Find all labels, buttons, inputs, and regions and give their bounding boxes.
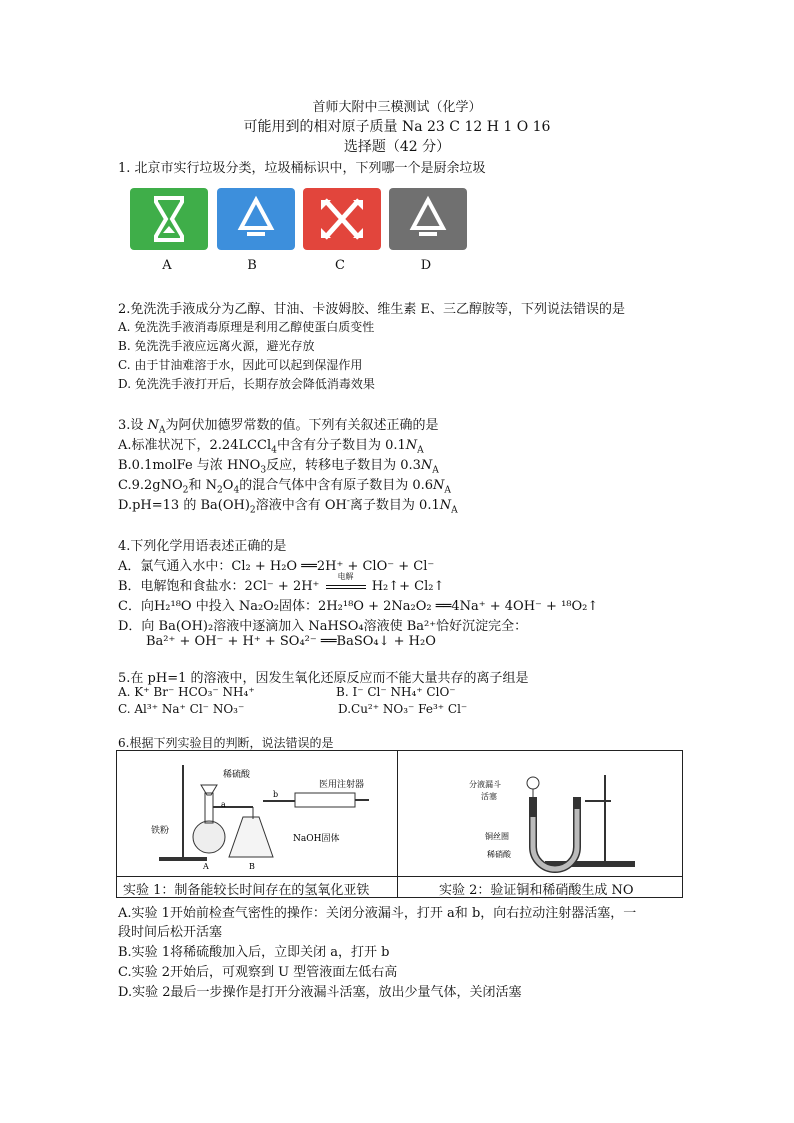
label-a: a xyxy=(221,800,226,809)
bin-a xyxy=(130,188,208,250)
q3-option-b: B.0.1molFe 与浓 $HNO_3$反应，转移电子数目为 $0.3N_A$ xyxy=(118,458,439,476)
q4-option-b: B．电解饱和食盐水：2Cl⁻ + 2H⁺ 电解 H₂↑+ Cl₂↑ xyxy=(118,572,445,594)
q6-option-d: D.实验 2最后一步操作是打开分液漏斗活塞，放出少量气体，关闭活塞 xyxy=(118,985,522,1000)
bin-c xyxy=(303,188,381,250)
q5-stem: 5.在 pH=1 的溶液中，因发生氧化还原反应而不能大量共存的离子组是 xyxy=(118,671,529,686)
atomic-masses: 可能用到的相对原子质量 Na 23 C 12 H 1 O 16 xyxy=(243,119,551,135)
bin-label-a: A xyxy=(162,258,172,273)
q2-option-c: C. 由于甘油难溶于水，因此可以起到保湿作用 xyxy=(118,358,363,372)
label-iron-powder: 铁粉 xyxy=(151,826,170,836)
q5-option-c: C. Al³⁺ Na⁺ Cl⁻ NO₃⁻ xyxy=(118,702,245,716)
bin-label-d: D xyxy=(420,258,432,273)
caption-experiment-1: 实验 1：制备能较长时间存在的氢氧化亚铁 xyxy=(123,883,370,898)
label-syringe: 医用注射器 xyxy=(319,780,365,790)
electrolysis-label: 电解 xyxy=(337,572,354,581)
bin-b xyxy=(217,188,295,250)
q2-option-d: D. 免洗洗手液打开后，长期存放会降低消毒效果 xyxy=(118,377,375,391)
q3-option-c: C.9.2gNO$_2$和 $N_2O_4$的混合气体中含有原子数目为 $0.6N_A$ xyxy=(118,478,451,496)
q4-option-d-line2: Ba²⁺ + OH⁻ + H⁺ + SO₄²⁻ ══BaSO₄↓ + H₂O xyxy=(146,634,436,649)
recycle-icon xyxy=(217,188,295,250)
q3-option-a: A.标准状况下，2.24LCCl$_4$中含有分子数目为 $0.1N_A$ xyxy=(118,438,424,456)
label-naoh: NaOH固体 xyxy=(293,834,340,844)
recycle-icon xyxy=(389,188,467,250)
label-separatory-funnel: 分液漏斗 xyxy=(469,780,501,789)
q4-option-c: C．向H₂¹⁸O 中投入 Na₂O₂固体：2H₂¹⁸O + 2Na₂O₂ ══4Na⁺ + 4OH⁻ + ¹⁸O₂↑ xyxy=(118,599,599,614)
label-stopcock: 活塞 xyxy=(481,792,497,801)
cross-arrows-icon xyxy=(303,188,381,250)
label-B: B xyxy=(249,862,255,871)
q4-option-d-line1: D．向 Ba(OH)₂溶液中逐滴加入 NaHSO₄溶液使 Ba²⁺恰好沉淀完全： xyxy=(118,619,528,634)
label-copper-coil: 铜丝圈 xyxy=(485,832,509,841)
q2-option-a: A. 免洗洗手液消毒原理是利用乙醇使蛋白质变性 xyxy=(118,320,375,334)
q2-option-b: B. 免洗洗手液应远离火源，避光存放 xyxy=(118,339,315,353)
q5-option-d: D.Cu²⁺ NO₃⁻ Fe³⁺ Cl⁻ xyxy=(338,702,468,716)
bin-label-c: C xyxy=(335,258,345,273)
q3-option-d: D.pH=13 的 $Ba(OH)_2$溶液中含有 OH-离子数目为 $0.1N_A$ xyxy=(118,496,458,516)
hourglass-icon xyxy=(130,188,208,250)
q3-stem: 3.设 $N_A$为阿伏加德罗常数的值。下列有关叙述正确的是 xyxy=(118,418,439,436)
label-A: A xyxy=(203,862,209,871)
exam-title: 首师大附中三模测试（化学） xyxy=(312,100,482,115)
q4-option-a: A．氯气通入水中：Cl₂ + H₂O ══2H⁺ + ClO⁻ + Cl⁻ xyxy=(118,559,435,574)
q5-option-a: A. K⁺ Br⁻ HCO₃⁻ NH₄⁺ xyxy=(118,685,255,699)
q6-option-c: C.实验 2开始后，可观察到 U 型管液面左低右高 xyxy=(118,965,398,980)
label-dilute-nitric: 稀硝酸 xyxy=(487,850,511,859)
q6-stem: 6.根据下列实验目的判断，说法错误的是 xyxy=(118,736,334,750)
experiment-2-diagram xyxy=(405,757,675,873)
q6-option-b: B.实验 1将稀硫酸加入后，立即关闭 a，打开 b xyxy=(118,945,390,960)
q6-option-a-line2: 段时间后松开活塞 xyxy=(118,925,223,940)
experiment-table xyxy=(116,750,683,898)
q6-option-a-line1: A.实验 1开始前检查气密性的操作：关闭分液漏斗，打开 a和 b，向右拉动注射器活塞，一 xyxy=(118,906,637,921)
bin-label-b: B xyxy=(247,258,257,273)
caption-experiment-2: 实验 2：验证铜和稀硝酸生成 NO xyxy=(439,883,634,898)
section-title: 选择题（42 分） xyxy=(343,139,451,155)
q2-stem: 2.免洗洗手液成分为乙醇、甘油、卡波姆胶、维生素 E、三乙醇胺等，下列说法错误的是 xyxy=(118,302,626,317)
label-dilute-sulfuric: 稀硫酸 xyxy=(223,770,251,780)
q5-option-b: B. I⁻ Cl⁻ NH₄⁺ ClO⁻ xyxy=(336,685,456,699)
label-b: b xyxy=(273,790,279,799)
q4-stem: 4.下列化学用语表述正确的是 xyxy=(118,539,287,554)
experiment-1-diagram xyxy=(123,757,391,873)
bin-d xyxy=(389,188,467,250)
q1-stem: 1. 北京市实行垃圾分类，垃圾桶标识中，下列哪一个是厨余垃圾 xyxy=(118,161,486,176)
